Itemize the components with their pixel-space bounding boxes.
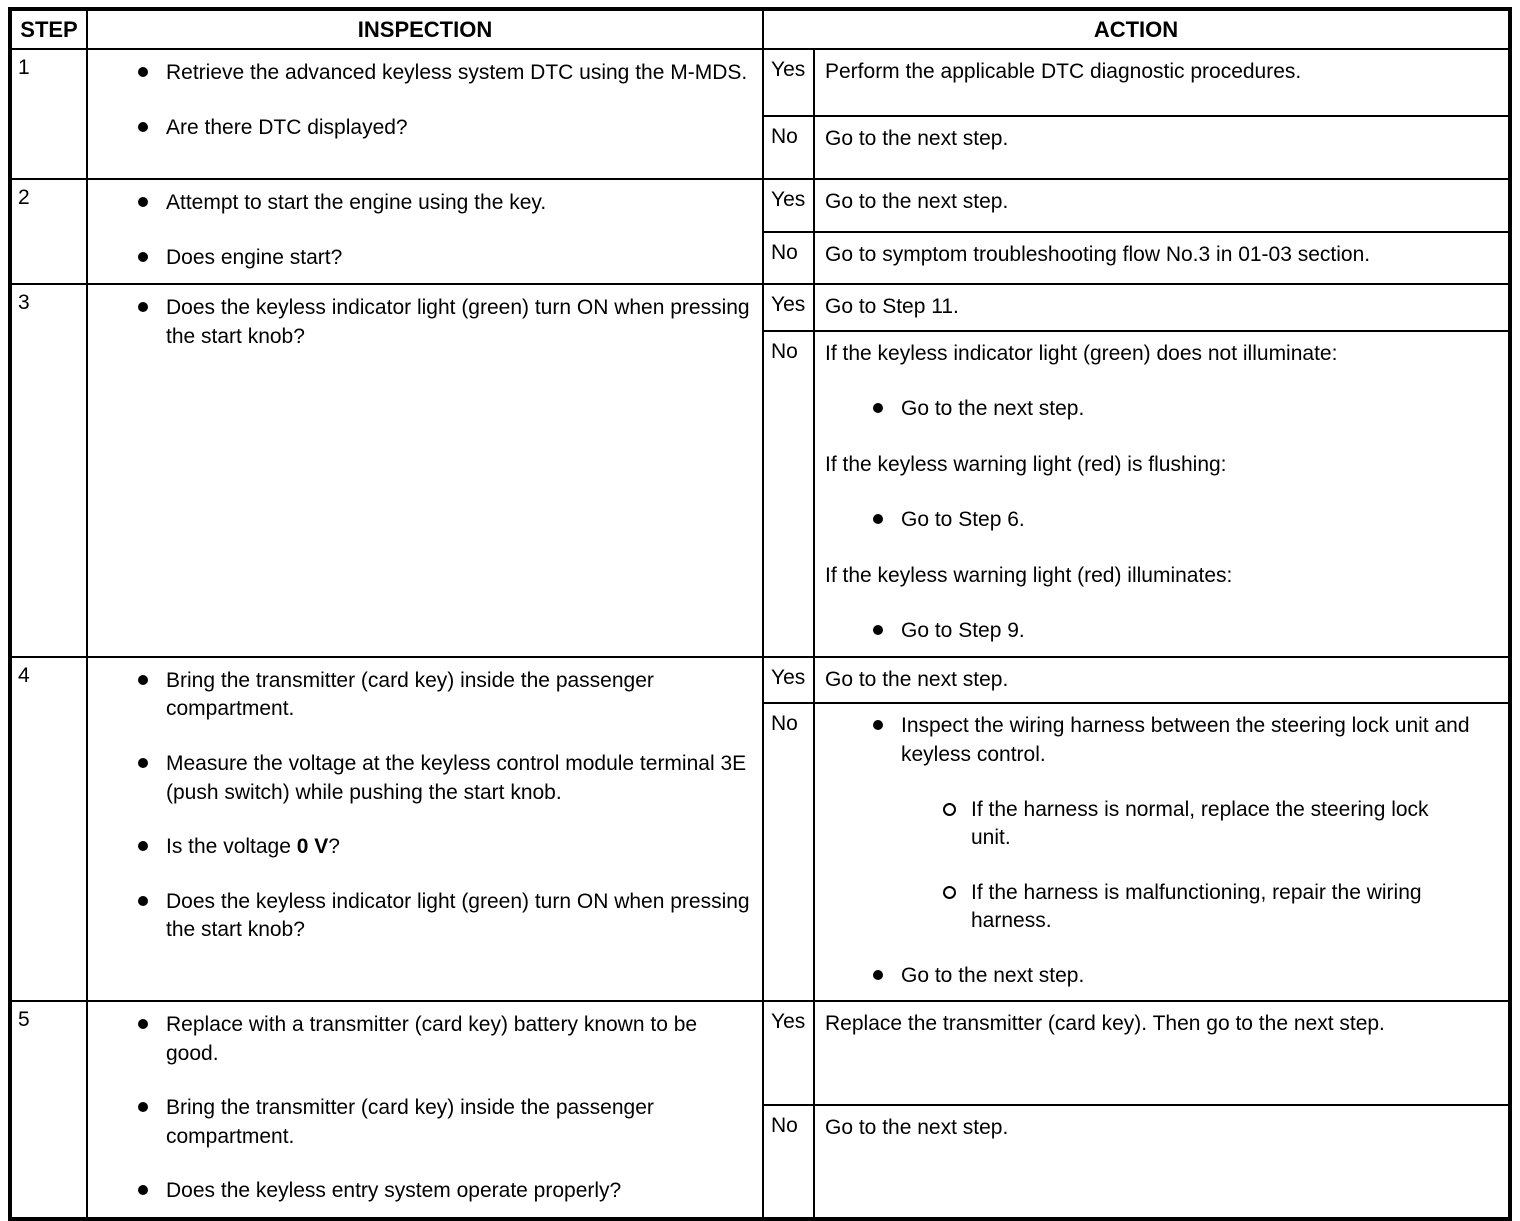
bullet-icon — [138, 197, 148, 207]
bullet-icon — [138, 1185, 148, 1195]
no-action-cell — [814, 703, 1510, 1001]
no-label-cell — [763, 232, 814, 284]
bullet-icon — [873, 970, 883, 980]
inspection-text: Retrieve the advanced keyless system DTC using the M-MDS. — [166, 61, 748, 84]
no-label-cell — [763, 331, 814, 657]
no-action-cell — [814, 331, 1510, 657]
condition-text: If the keyless indicator light (green) does not illuminate: — [825, 341, 1338, 365]
step-4-yes-row — [10, 657, 1510, 704]
troubleshooting-table — [8, 7, 1512, 1221]
action-bullet-item — [873, 395, 1500, 424]
step-number-cell — [10, 657, 87, 1001]
inspection-item — [138, 1011, 752, 1068]
action-sub-bullet-item — [943, 796, 1500, 853]
bullet-icon — [138, 896, 148, 906]
bullet-icon — [138, 122, 148, 132]
step-number: 3 — [18, 291, 30, 315]
action-text: If the harness is malfunctioning, repair the wiring harness. — [971, 880, 1422, 933]
action-bullet-item — [873, 962, 1500, 991]
bullet-icon — [138, 675, 148, 685]
inspection-text: Does the keyless indicator light (green) turn ON when pressing the start knob? — [166, 889, 750, 942]
inspection-item — [138, 750, 752, 807]
action-text: Go to Step 6. — [901, 508, 1025, 532]
action-bullet-item — [873, 506, 1500, 535]
inspection-item — [138, 294, 752, 351]
action-text: Go to Step 11. — [825, 295, 959, 319]
inspection-item — [138, 244, 752, 273]
bullet-icon — [138, 302, 148, 312]
yes-action-cell — [814, 179, 1510, 232]
no-label-cell — [763, 703, 814, 1001]
no-label-cell — [763, 116, 814, 179]
action-text: Go to the next step. — [901, 963, 1085, 987]
action-text: Go to symptom troubleshooting flow No.3 in 01-03 section. — [825, 243, 1371, 267]
inspection-cell — [87, 284, 763, 657]
yes-label-cell — [763, 179, 814, 232]
action-text: Go to the next step. — [901, 397, 1085, 421]
step-number: 4 — [18, 663, 30, 687]
no-label: No — [771, 241, 798, 265]
bullet-icon — [138, 758, 148, 768]
step-5-yes-row — [10, 1001, 1510, 1105]
step-2-yes-row — [10, 179, 1510, 232]
yes-label-cell — [763, 49, 814, 116]
inspection-item — [138, 1094, 752, 1151]
step-number-cell — [10, 179, 87, 284]
inspection-item — [138, 189, 752, 218]
yes-label-cell — [763, 284, 814, 331]
bullet-icon — [138, 252, 148, 262]
circle-icon — [943, 886, 956, 899]
bullet-icon — [138, 1019, 148, 1029]
header-action: ACTION — [763, 9, 1510, 49]
inspection-cell — [87, 1001, 763, 1219]
no-label-cell — [763, 1105, 814, 1219]
action-text: If the harness is normal, replace the steering lock unit. — [971, 797, 1429, 850]
inspection-text: Bring the transmitter (card key) inside the passenger compartment. — [166, 668, 654, 721]
action-text: Go to Step 9. — [901, 619, 1025, 643]
yes-action-cell — [814, 1001, 1510, 1105]
inspection-item — [138, 59, 752, 88]
no-label: No — [771, 125, 798, 148]
condition-text: If the keyless warning light (red) illuminates: — [825, 563, 1233, 587]
inspection-text: Does engine start? — [166, 245, 343, 269]
step-number: 2 — [18, 186, 30, 209]
action-bullet-item — [873, 712, 1500, 769]
bullet-icon — [138, 67, 148, 77]
action-text: Perform the applicable DTC diagnostic procedures. — [825, 60, 1302, 83]
no-action-cell — [814, 116, 1510, 179]
bullet-icon — [873, 403, 883, 413]
inspection-item — [138, 888, 752, 945]
condition-text: If the keyless warning light (red) is flushing: — [825, 452, 1227, 476]
action-sub-bullet-item — [943, 879, 1500, 936]
circle-icon — [943, 803, 956, 816]
inspection-cell — [87, 49, 763, 179]
inspection-text: Replace with a transmitter (card key) battery known to be good. — [166, 1013, 698, 1065]
header-step: STEP — [10, 9, 87, 49]
inspection-text: Does the keyless indicator light (green) turn ON when pressing the start knob? — [166, 296, 750, 348]
action-bullet-item — [873, 617, 1500, 646]
yes-action-cell — [814, 657, 1510, 704]
bullet-icon — [873, 514, 883, 524]
inspection-text: Measure the voltage at the keyless control module terminal 3E (push switch) while pushing the start knob. — [166, 752, 747, 804]
yes-action-cell — [814, 49, 1510, 116]
inspection-item — [138, 667, 752, 724]
yes-label: Yes — [771, 293, 806, 317]
yes-label: Yes — [771, 665, 806, 689]
bullet-icon — [873, 625, 883, 635]
step-number-cell — [10, 1001, 87, 1219]
yes-label-cell — [763, 1001, 814, 1105]
step-number-cell — [10, 49, 87, 179]
table-header-row — [10, 9, 1510, 49]
step-number: 1 — [18, 56, 30, 79]
bullet-icon — [138, 1102, 148, 1112]
yes-label: Yes — [771, 58, 806, 81]
action-text: Go to the next step. — [825, 127, 1009, 150]
inspection-text: Does the keyless entry system operate properly? — [166, 1179, 622, 1203]
no-label: No — [771, 1114, 798, 1138]
inspection-text: Is the voltage 0 V? — [166, 835, 340, 859]
bullet-icon — [138, 841, 148, 851]
yes-label: Yes — [771, 188, 806, 211]
inspection-item — [138, 833, 752, 862]
inspection-cell — [87, 179, 763, 284]
yes-action-cell — [814, 284, 1510, 331]
no-label: No — [771, 712, 798, 736]
bullet-icon — [873, 720, 883, 730]
step-number-cell — [10, 284, 87, 657]
no-action-cell — [814, 1105, 1510, 1219]
header-inspection: INSPECTION — [87, 9, 763, 49]
step-3-yes-row — [10, 284, 1510, 331]
step-1-yes-row — [10, 49, 1510, 116]
inspection-text: Attempt to start the engine using the key. — [166, 191, 547, 214]
yes-label-cell — [763, 657, 814, 704]
inspection-text: Are there DTC displayed? — [166, 115, 408, 139]
action-text: Replace the transmitter (card key). Then go to the next step. — [825, 1012, 1385, 1036]
step-number: 5 — [18, 1008, 30, 1032]
inspection-text: Bring the transmitter (card key) inside the passenger compartment. — [166, 1096, 654, 1148]
no-action-cell — [814, 232, 1510, 284]
action-text: Go to the next step. — [825, 667, 1009, 691]
inspection-item — [138, 114, 752, 143]
yes-label: Yes — [771, 1010, 806, 1034]
action-text: Go to the next step. — [825, 1116, 1009, 1140]
inspection-cell — [87, 657, 763, 1001]
no-label: No — [771, 339, 798, 363]
action-text: Go to the next step. — [825, 190, 1009, 213]
action-text: Inspect the wiring harness between the steering lock unit and keyless control. — [901, 714, 1470, 767]
